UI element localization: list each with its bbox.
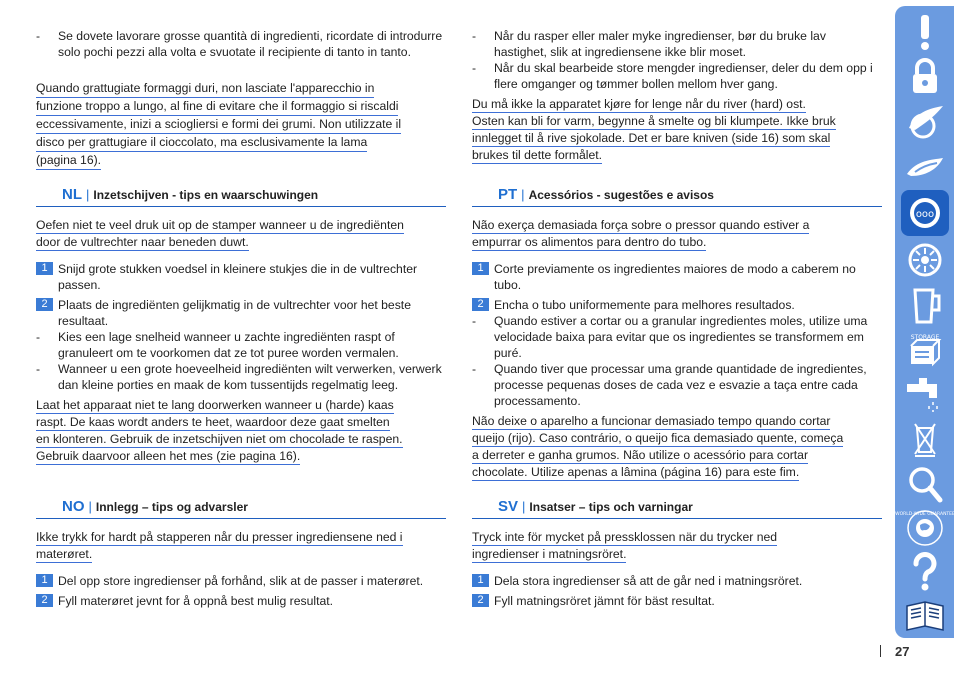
language-code: NO bbox=[62, 498, 85, 515]
warning-line: disco per grattugiare il cioccolato, ma esclusivamente la lama bbox=[36, 134, 367, 152]
step-text: Dela stora ingredienser så att de går ned i matningsröret. bbox=[494, 574, 803, 588]
exclamation-icon[interactable] bbox=[895, 10, 954, 54]
question-icon[interactable] bbox=[895, 550, 954, 594]
warning-line: eccessivamente, inizi a sciogliersi e formi dei grumi. Non utilizzate il bbox=[36, 116, 401, 134]
separator: | bbox=[86, 187, 90, 202]
pt-section bbox=[472, 184, 882, 481]
disposal-icon[interactable] bbox=[895, 416, 954, 460]
section-title: Acessórios - sugestões e avisos bbox=[528, 188, 714, 202]
language-code: SV bbox=[498, 498, 519, 515]
no-warning bbox=[472, 96, 836, 164]
no-section bbox=[36, 496, 446, 609]
sv-section bbox=[472, 496, 882, 609]
blade-disc-icon[interactable] bbox=[895, 100, 954, 144]
step-text: Plaats de ingrediënten gelijkmatig in de vultrechter voor het beste resultaat. bbox=[58, 298, 411, 328]
intro-line: Ikke trykk for hardt på stapperen når du presser ingrediensene ned i bbox=[36, 530, 403, 544]
separator: | bbox=[88, 499, 92, 514]
intro-line: ingredienser i matningsröret. bbox=[472, 547, 627, 561]
warning-line: brukes til dette formålet. bbox=[472, 148, 603, 162]
step-number: 1 bbox=[472, 262, 489, 275]
svg-text:ooo: ooo bbox=[915, 209, 934, 220]
step-text: Snijd grote stukken voedsel in kleinere stukjes die in de vultrechter passen. bbox=[58, 262, 418, 292]
step-number: 1 bbox=[472, 574, 489, 587]
dash-item: - Kies een lage snelheid wanneer u zachte ingrediënten raspt of granuleert om te voorkomen dat ze tot puree worden vermalen. bbox=[36, 329, 446, 361]
step-number: 2 bbox=[472, 594, 489, 607]
nl-section bbox=[36, 184, 446, 465]
step-item bbox=[472, 573, 882, 589]
separator: | bbox=[522, 499, 526, 514]
step-item bbox=[36, 593, 446, 609]
step-number: 2 bbox=[36, 594, 53, 607]
dash-item: - Quando tiver que processar uma grande quantidade de ingredientes, processe pequenas doses de cada vez e esvazie a taça entre cada processamento. bbox=[472, 361, 882, 409]
dash-item: - Quando estiver a cortar ou a granular ingredientes moles, utilize uma velocidade baixa para evitar que os ingredientes se transformem em puré. bbox=[472, 313, 882, 361]
warning-line: Gebruik daarvoor alleen het mes (zie pagina 16). bbox=[36, 449, 301, 463]
page-number-value: 27 bbox=[895, 644, 910, 659]
step-item bbox=[36, 573, 446, 589]
pt-warning bbox=[472, 413, 882, 481]
step-number: 2 bbox=[472, 298, 489, 311]
step-item bbox=[472, 593, 882, 609]
step-item bbox=[36, 261, 446, 293]
step-item bbox=[472, 297, 882, 313]
page-number bbox=[880, 644, 909, 659]
step-text: Corte previamente os ingredientes maiores de modo a caberem no tubo. bbox=[494, 262, 856, 292]
warning-line: Osten kan bli for varm, begynne å smelte og bli klumpete. Ikke bruk bbox=[472, 114, 836, 128]
warning-line: Laat het apparaat niet te lang doorwerken wanneer u (harde) kaas bbox=[36, 398, 394, 412]
section-heading bbox=[36, 496, 446, 519]
warning-line: queijo (rijo). Caso contrário, o queijo fica demasiado quente, começa bbox=[472, 431, 844, 445]
warning-line: Não deixe o aparelho a funcionar demasiado tempo quando cortar bbox=[472, 414, 831, 428]
no-dash-item: - Når du skal bearbeide store mengder ingredienser, deler du dem opp i flere omganger og tømmer bollen mellom hver gang. bbox=[472, 60, 882, 92]
padlock-icon[interactable] bbox=[895, 54, 954, 98]
magnifier-icon[interactable] bbox=[895, 462, 954, 506]
dash-item: - Wanneer u een grote hoeveelheid ingrediënten wilt verwerken, verwerk dan kleine porties en maak de kom tussentijds regelmatig leeg. bbox=[36, 361, 446, 393]
storage-label: STORAGE bbox=[910, 334, 939, 341]
section-title: Inzetschijven - tips en waarschuwingen bbox=[93, 188, 319, 202]
language-code: PT bbox=[498, 186, 518, 203]
step-item bbox=[36, 297, 446, 329]
warning-line: Quando grattugiate formaggi duri, non lasciate l'apparecchio in bbox=[36, 80, 374, 98]
step-item bbox=[472, 261, 882, 293]
separator: | bbox=[521, 187, 525, 202]
intro-line: Oefen niet te veel druk uit op de stamper wanneer u de ingrediënten bbox=[36, 218, 404, 232]
pt-intro bbox=[472, 217, 882, 251]
step-number: 1 bbox=[36, 574, 53, 587]
warning-line: (pagina 16). bbox=[36, 152, 101, 170]
intro-line: materøret. bbox=[36, 547, 93, 561]
chapter-sidebar bbox=[895, 6, 954, 638]
whisk-disc-icon[interactable] bbox=[895, 238, 954, 282]
language-code: NL bbox=[62, 186, 82, 203]
warning-line: Du må ikke la apparatet kjøre for lenge når du river (hard) ost. bbox=[472, 97, 806, 111]
warning-line: raspt. De kaas wordt anders te heet, waardoor deze gaat smelten bbox=[36, 415, 390, 429]
it-dash-item: - Se dovete lavorare grosse quantità di ingredienti, ricordate di introdurre solo pochi pezzi alla volta e svuotate il recipiente di tanto in tanto. bbox=[36, 28, 446, 60]
intro-line: door de vultrechter naar beneden duwt. bbox=[36, 235, 249, 249]
intro-line: empurrar os alimentos para dentro do tubo. bbox=[472, 235, 707, 249]
step-text: Encha o tubo uniformemente para melhores resultados. bbox=[494, 298, 795, 312]
intro-line: Tryck inte för mycket på pressklossen när du trycker ned bbox=[472, 530, 778, 544]
nl-warning bbox=[36, 397, 446, 465]
grating-disc-icon[interactable] bbox=[895, 191, 954, 235]
faucet-icon[interactable] bbox=[895, 372, 954, 416]
worldwide-guarantee-icon[interactable] bbox=[895, 506, 954, 550]
section-title: Innlegg – tips og advarsler bbox=[95, 500, 248, 514]
step-text: Fyll matningsröret jämnt för bäst resultat. bbox=[494, 594, 715, 608]
it-warning bbox=[36, 80, 401, 170]
section-heading bbox=[36, 184, 446, 207]
step-text: Fyll materøret jevnt for å oppnå best mulig resultat. bbox=[58, 594, 334, 608]
slicing-disc-icon[interactable] bbox=[895, 146, 954, 190]
no-intro bbox=[36, 529, 446, 563]
jug-icon[interactable] bbox=[895, 284, 954, 328]
section-heading bbox=[472, 184, 882, 207]
section-heading bbox=[472, 496, 882, 519]
warning-line: en klonteren. Gebruik de inzetschijven niet om chocolade te raspen. bbox=[36, 432, 403, 446]
guarantee-label: WORLD-WIDE GUARANTEE bbox=[894, 512, 954, 517]
storage-box-icon[interactable] bbox=[895, 328, 954, 372]
no-dash-item: - Når du rasper eller maler myke ingredienser, bør du bruke lav hastighet, slik at ingrediensene ikke blir moset. bbox=[472, 28, 882, 60]
step-text: Del opp store ingredienser på forhånd, slik at de passer i materøret. bbox=[58, 574, 424, 588]
intro-line: Não exerça demasiada força sobre o pressor quando estiver a bbox=[472, 218, 810, 232]
nl-intro bbox=[36, 217, 446, 251]
warning-line: a derreter e ganha grumos. Não utilize o acessório para cortar bbox=[472, 448, 809, 462]
sv-intro bbox=[472, 529, 882, 563]
step-number: 1 bbox=[36, 262, 53, 275]
warning-line: funzione troppo a lungo, al fine di evitare che il formaggio si riscaldi bbox=[36, 98, 398, 116]
manual-book-icon[interactable] bbox=[895, 594, 954, 638]
warning-line: chocolate. Utilize apenas a lâmina (página 16) para este fim. bbox=[472, 465, 800, 479]
step-number: 2 bbox=[36, 298, 53, 311]
section-title: Insatser – tips och varningar bbox=[529, 500, 693, 514]
warning-line: innlegget til å rive sjokolade. Det er bare kniven (side 16) som skal bbox=[472, 131, 831, 145]
